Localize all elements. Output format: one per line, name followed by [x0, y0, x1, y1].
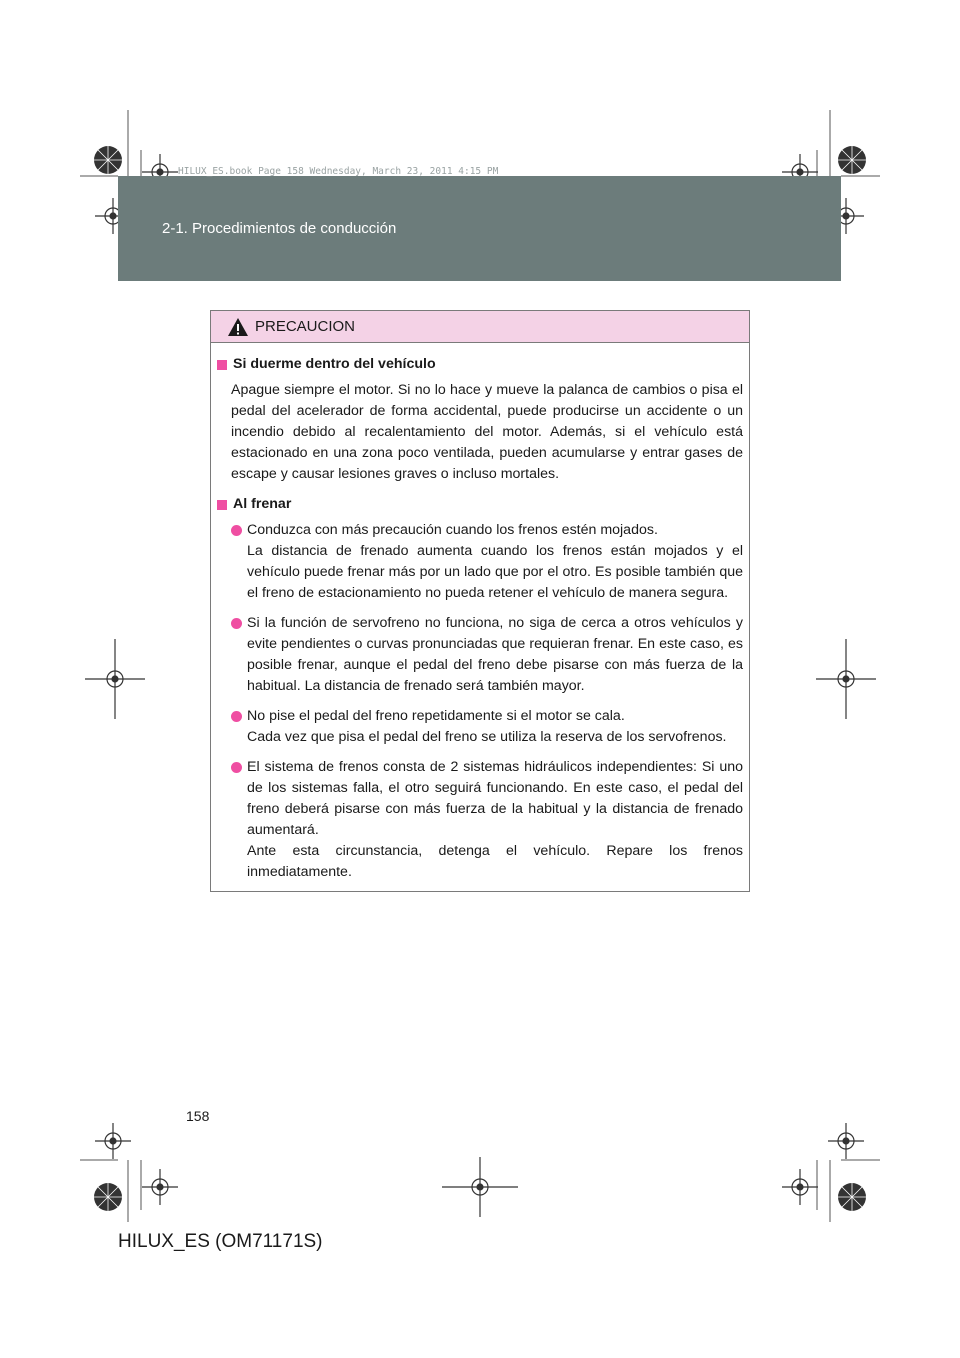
item-detail: La distancia de frenado aumenta cuando los frenos están mojados y el vehículo puede frenar más por un lado que por el otro. Es posible también que el freno de estacionamiento no pueda retener el vehículo de manera segura.: [247, 543, 743, 601]
list-item: [217, 706, 743, 748]
item-lead: El sistema de frenos consta de 2 sistemas hidráulicos independientes: Si uno de los sistemas falla, el otro seguirá funcionando. En este caso, el pedal del freno deberá pisarse con más fuerza de la habitual y la distancia de frenado aumentará.: [247, 759, 743, 838]
list-item: [217, 757, 743, 883]
topic-heading-text: Si duerme dentro del vehículo: [233, 356, 436, 372]
item-detail: Cada vez que pisa el pedal del freno se utiliza la reserva de los servofrenos.: [247, 729, 727, 745]
section-title: 2-1. Procedimientos de conducción: [162, 220, 397, 237]
item-lead: No pise el pedal del freno repetidamente si el motor se cala.: [247, 708, 625, 724]
dot-bullet-icon: [231, 525, 242, 536]
topic-paragraph: Apague siempre el motor. Si no lo hace y mueve la palanca de cambios o pisa el pedal del acelerador de forma accidental, puede producirse un accidente o un incendio debido al recalentamiento del motor. Además, si el vehículo está estacionado en una zona poco ventilada, pueden acumularse y entrar gases de escape y causar lesiones graves o incluso mortales.: [231, 382, 743, 482]
page-number: 158: [186, 1108, 210, 1124]
dot-bullet-icon: [231, 618, 242, 629]
warning-title: PRECAUCION: [255, 318, 356, 335]
item-detail: Ante esta circunstancia, detenga el vehículo. Repare los frenos inmediatamente.: [247, 843, 743, 880]
warning-box: [210, 310, 750, 892]
topic-heading-braking: [217, 494, 743, 515]
section-header-band: [118, 176, 841, 281]
book-code: HILUX_ES (OM71171S): [118, 1231, 323, 1252]
topic-heading-text: Al frenar: [233, 496, 292, 512]
dot-bullet-icon: [231, 711, 242, 722]
item-lead: Si la función de servofreno no funciona, no siga de cerca a otros vehículos y evite pendientes o curvas pronunciadas que requieran frenar. En este caso, es posible frenar, aunque el pedal del freno debe pisarse con más fuerza de la habitual. La distancia de frenado será también mayor.: [247, 615, 743, 694]
warning-body: [211, 343, 749, 883]
warning-triangle-icon: [227, 317, 249, 337]
list-item: [217, 613, 743, 697]
item-lead: Conduzca con más precaución cuando los frenos estén mojados.: [247, 522, 658, 538]
list-item: [217, 520, 743, 604]
square-bullet-icon: [217, 500, 227, 510]
square-bullet-icon: [217, 360, 227, 370]
print-info: HILUX_ES.book Page 158 Wednesday, March 23, 2011 4:15 PM: [178, 166, 499, 177]
dot-bullet-icon: [231, 762, 242, 773]
topic-heading-sleeping: [217, 354, 743, 375]
warning-header: [211, 311, 749, 343]
